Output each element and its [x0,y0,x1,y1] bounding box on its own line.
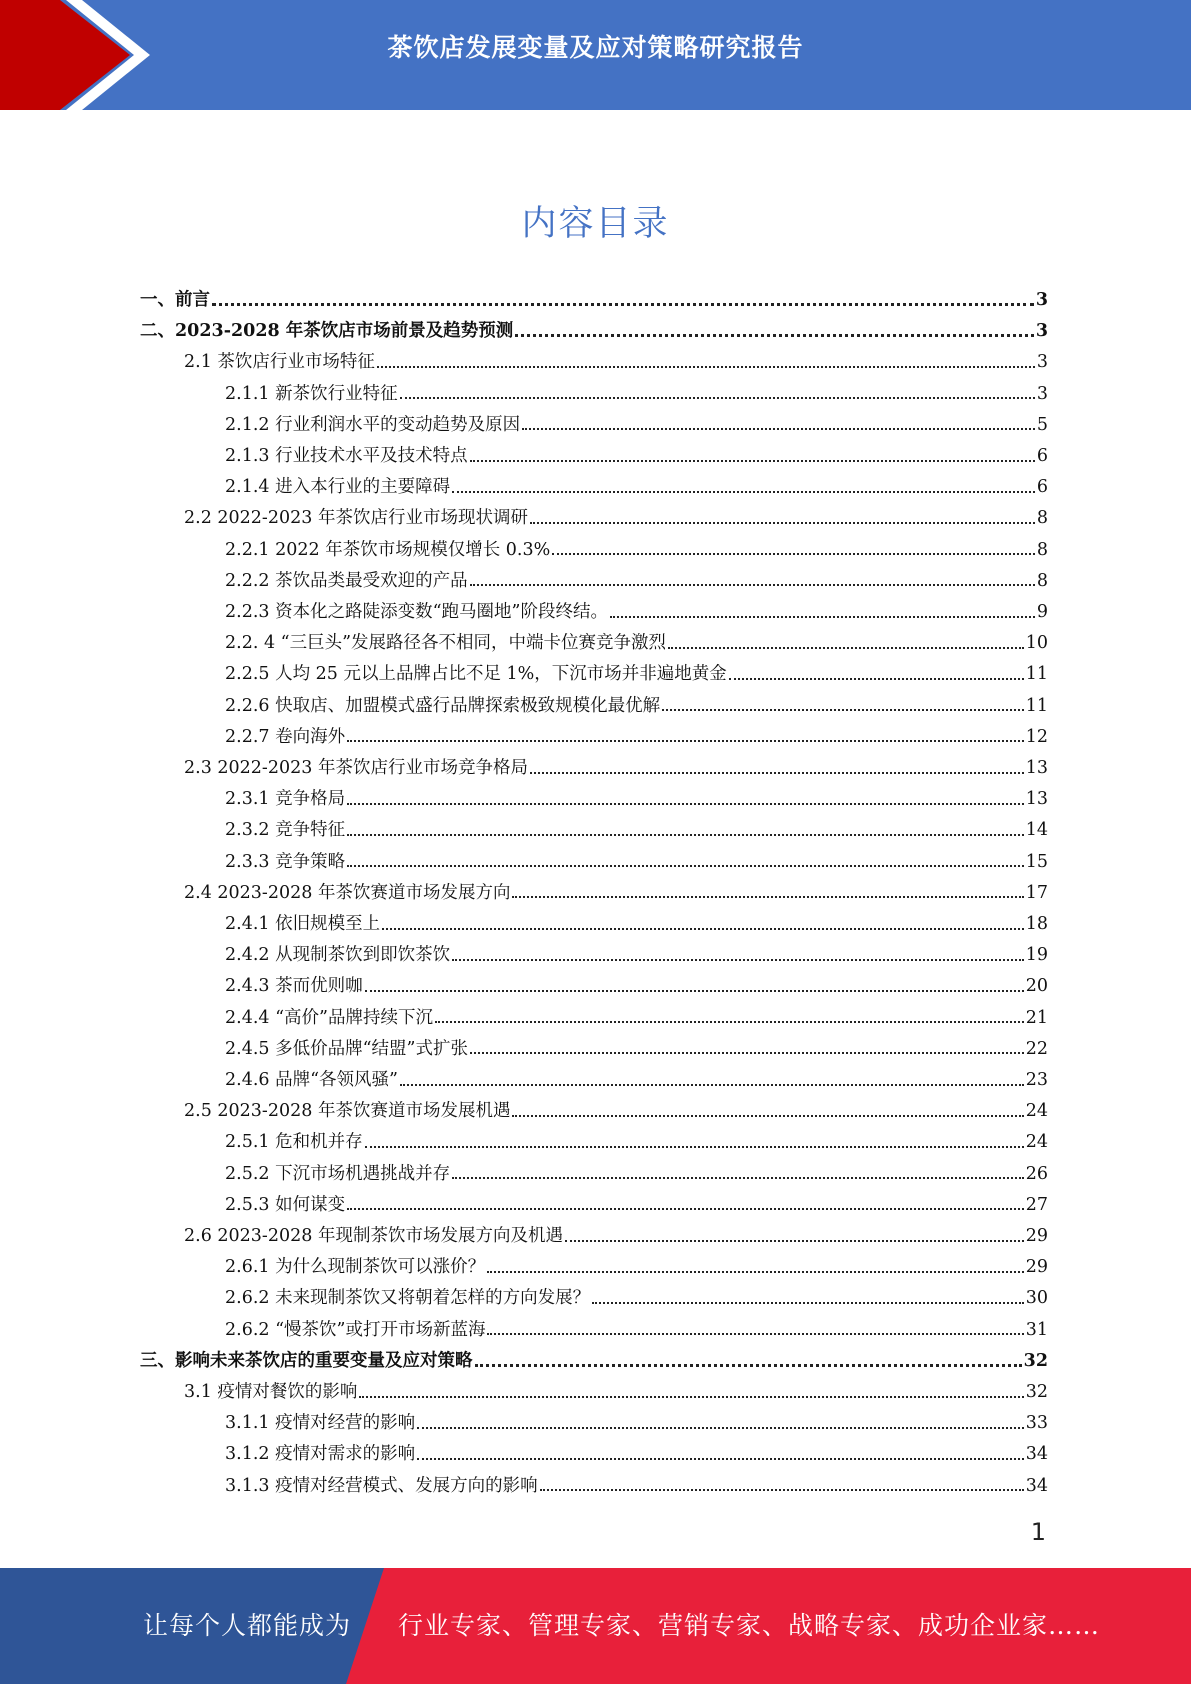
toc-entry[interactable] [184,753,1048,784]
toc-entry-title: 2.4.5 多低价品牌“结盟”式扩张 [225,1038,468,1059]
toc-dot-leader [347,865,1024,867]
toc-dot-leader [452,959,1024,961]
toc-entry[interactable] [225,597,1048,628]
toc-entry-page: 31 [1025,1319,1048,1340]
toc-dot-leader [470,460,1035,462]
toc-entry[interactable] [225,535,1048,566]
toc-entry[interactable] [225,971,1048,1002]
toc-dot-leader [347,1208,1024,1210]
toc-dot-leader [400,1084,1024,1086]
toc-entry-title: 2.1 茶饮店行业市场特征 [184,352,375,373]
toc-dot-leader [540,1489,1024,1491]
toc-entry[interactable] [225,784,1048,815]
toc-dot-leader [512,896,1023,898]
toc-entry[interactable] [225,1408,1048,1439]
toc-entry-title: 2.3.1 竞争格局 [225,789,346,810]
toc-entry[interactable] [225,1315,1048,1346]
toc-entry-title: 2.1.3 行业技术水平及技术特点 [225,446,468,466]
toc-entry-page: 33 [1025,1413,1048,1434]
toc-entry-page: 3 [1035,321,1048,342]
page-footer [0,1568,1191,1684]
toc-entry[interactable] [225,441,1048,472]
toc-entry[interactable] [225,1283,1048,1314]
toc-entry[interactable] [184,1096,1048,1127]
toc-entry-page: 6 [1036,477,1048,498]
toc-entry-title: 2.6.1 为什么现制茶饮可以涨价？ [225,1257,486,1278]
toc-entry-title: 2.5.1 危和机并存 [225,1132,363,1153]
toc-dot-leader [359,1396,1023,1398]
toc-entry-page: 13 [1025,758,1048,778]
toc-entry[interactable] [225,1439,1048,1470]
toc-entry-title: 2.3.2 竞争特征 [225,820,346,841]
toc-dot-leader [475,1364,1022,1367]
toc-entry[interactable] [140,316,1048,347]
page-number: 1 [1030,1518,1046,1546]
toc-entry-page: 27 [1025,1194,1048,1215]
toc-entry[interactable] [225,1159,1048,1190]
toc-entry-title: 2.6.2 未来现制茶饮又将朝着怎样的方向发展？ [225,1288,591,1309]
toc-entry[interactable] [225,691,1048,722]
toc-entry-page: 5 [1036,414,1048,435]
toc-dot-leader [435,1021,1024,1023]
toc-dot-leader [522,428,1035,430]
toc-entry-page: 3 [1035,290,1048,310]
toc-entry[interactable] [225,1065,1048,1096]
toc-entry-title: 3.1.3 疫情对经营模式、发展方向的影响 [225,1475,538,1496]
toc-entry-title: 2.6 2023-2028 年现制茶饮市场发展方向及机遇 [184,1226,563,1246]
toc-entry-page: 30 [1025,1288,1048,1309]
toc-entry-title: 2.5.2 下沉市场机遇挑战并存 [225,1163,451,1184]
toc-dot-leader [530,772,1024,774]
toc-entry-page: 3 [1036,352,1048,373]
toc-entry-page: 15 [1025,851,1048,872]
toc-entry-title: 2.5 2023-2028 年茶饮赛道市场发展机遇 [184,1101,511,1122]
toc-dot-leader [729,678,1024,680]
toc-entry-page: 12 [1025,726,1048,747]
toc-entry[interactable] [225,628,1048,659]
toc-dot-leader [487,1271,1024,1273]
toc-entry-title: 2.2. 4 “三巨头”发展路径各不相同，中端卡位赛竞争激烈 [225,633,667,654]
toc-entry[interactable] [225,1003,1048,1034]
toc-dot-leader [347,803,1024,805]
toc-entry-page: 17 [1025,882,1048,903]
toc-entry-title: 2.4.2 从现制茶饮到即饮茶饮 [225,945,451,966]
toc-entry-page: 29 [1025,1226,1048,1246]
toc-entry-title: 2.6.2 “慢茶饮”或打开市场新蓝海 [225,1319,486,1340]
toc-dot-leader [512,1115,1023,1117]
toc-entry-page: 8 [1036,539,1048,560]
toc-dot-leader [662,709,1024,711]
toc-entry-title: 二、2023-2028 年茶饮店市场前景及趋势预测 [140,321,514,342]
toc-entry-title: 2.2.1 2022 年茶饮市场规模仅增长 0.3% [225,539,551,560]
toc-dot-leader [452,491,1035,493]
toc-entry-title: 2.1.2 行业利润水平的变动趋势及原因 [225,414,521,435]
toc-dot-leader [452,1177,1024,1179]
toc-entry-page: 18 [1025,914,1048,934]
toc-entry[interactable] [140,285,1048,316]
toc-dot-leader [487,1333,1023,1335]
red-chevron-logo [0,0,160,110]
toc-entry-title: 2.2.6 快取店、加盟模式盛行品牌探索极致规模化最优解 [225,695,661,716]
toc-entry-title: 2.1.4 进入本行业的主要障碍 [225,477,451,498]
toc-entry[interactable] [225,410,1048,441]
toc-entry[interactable] [225,1252,1048,1283]
toc-entry-title: 2.3 2022-2023 年茶饮店行业市场竞争格局 [184,758,528,778]
toc-entry-page: 24 [1025,1132,1048,1153]
toc-entry-title: 三、影响未来茶饮店的重要变量及应对策略 [140,1350,473,1371]
toc-entry-page: 23 [1025,1070,1048,1090]
toc-entry[interactable] [225,379,1048,410]
toc-entry[interactable] [225,566,1048,597]
toc-dot-leader [400,397,1035,399]
toc-entry-title: 2.4.3 茶而优则咖 [225,976,363,997]
toc-entry[interactable] [225,1190,1048,1221]
toc-entry-page: 11 [1025,664,1048,685]
toc-dot-leader [212,303,1034,306]
toc-entry[interactable] [225,722,1048,753]
toc-dot-leader [377,366,1035,368]
toc-entry-title: 2.1.1 新茶饮行业特征 [225,383,398,404]
toc-entry[interactable] [184,347,1048,378]
toc-entry[interactable] [225,1034,1048,1065]
toc-entry-page: 13 [1025,789,1048,810]
toc-dot-leader [530,522,1035,524]
page-header [0,0,1191,110]
toc-entry-page: 3 [1036,383,1048,404]
report-title: 茶饮店发展变量及应对策略研究报告 [387,33,804,62]
toc-entry-title: 2.3.3 竞争策略 [225,851,346,872]
toc-entry[interactable] [225,1127,1048,1158]
toc-entry-title: 2.4.1 依旧规模至上 [225,914,381,934]
toc-entry-page: 32 [1023,1350,1048,1371]
toc-entry-page: 34 [1025,1475,1048,1496]
toc-entry-title: 3.1.2 疫情对需求的影响 [225,1444,416,1465]
toc-entry-page: 9 [1036,602,1048,622]
toc-entry-title: 2.4.6 品牌“各领风骚” [225,1070,398,1090]
toc-entry-title: 一、前言 [140,290,210,310]
footer-slogan-right: 行业专家、管理专家、营销专家、战略专家、成功企业家…… [398,1611,1101,1640]
toc-entry-title: 2.4.4 “高价”品牌持续下沉 [225,1007,433,1028]
toc-entry-page: 8 [1036,570,1048,591]
toc-dot-leader [552,553,1035,555]
toc-entry-page: 6 [1036,446,1048,466]
toc-entry-title: 2.5.3 如何谋变 [225,1194,346,1215]
toc-entry-title: 3.1.1 疫情对经营的影响 [225,1413,416,1434]
toc-entry[interactable] [225,659,1048,690]
toc-entry-page: 24 [1025,1101,1048,1122]
toc-entry-page: 10 [1025,633,1048,654]
toc-dot-leader [365,990,1024,992]
toc-dot-leader [610,616,1035,618]
toc-dot-leader [417,1427,1024,1429]
toc-entry[interactable] [140,1346,1048,1377]
toc-dot-leader [470,1052,1024,1054]
toc-dot-leader [365,1146,1024,1148]
toc-entry-page: 14 [1025,820,1048,841]
toc-entry-page: 32 [1025,1382,1048,1402]
toc-entry-title: 2.2.3 资本化之路陡添变数“跑马圈地”阶段终结。 [225,602,608,622]
toc-entry-page: 21 [1025,1007,1048,1028]
toc-entry-title: 2.2.5 人均 25 元以上品牌占比不足 1%，下沉市场并非遍地黄金 [225,664,727,685]
toc-entry-title: 2.2 2022-2023 年茶饮店行业市场现状调研 [184,508,528,529]
toc-entry-page: 11 [1025,695,1048,716]
toc-entry[interactable] [184,1221,1048,1252]
toc-entry-page: 29 [1025,1257,1048,1278]
toc-entry-page: 19 [1025,945,1048,966]
toc-entry-page: 26 [1025,1163,1048,1184]
toc-dot-leader [515,334,1034,337]
toc-dot-leader [347,834,1024,836]
toc-entry-page: 22 [1025,1038,1048,1059]
toc-entry[interactable] [225,940,1048,971]
toc-entry[interactable] [184,1377,1048,1408]
toc-entry-page: 20 [1025,976,1048,997]
toc-entry[interactable] [184,878,1048,909]
toc-entry-page: 34 [1025,1444,1048,1465]
toc-entry[interactable] [225,909,1048,940]
toc-dot-leader [417,1458,1024,1460]
toc-entry-title: 2.2.2 茶饮品类最受欢迎的产品 [225,570,468,591]
toc-entry-page: 8 [1036,508,1048,529]
toc-dot-leader [347,740,1024,742]
toc-dot-leader [565,1240,1024,1242]
footer-slogan-left: 让每个人都能成为 [143,1611,352,1640]
toc-entry[interactable] [184,503,1048,534]
toc-heading: 内容目录 [521,204,670,244]
toc-dot-leader [382,928,1024,930]
toc-dot-leader [470,584,1035,586]
toc-entry-title: 2.2.7 卷向海外 [225,726,346,747]
toc-dot-leader [592,1302,1024,1304]
toc-entry[interactable] [225,1471,1048,1502]
toc-dot-leader [668,647,1024,649]
toc-entry-title: 3.1 疫情对餐饮的影响 [184,1382,358,1402]
toc-entry-title: 2.4 2023-2028 年茶饮赛道市场发展方向 [184,882,511,903]
toc-entry[interactable] [225,815,1048,846]
toc-entry[interactable] [225,472,1048,503]
toc-entry[interactable] [225,847,1048,878]
